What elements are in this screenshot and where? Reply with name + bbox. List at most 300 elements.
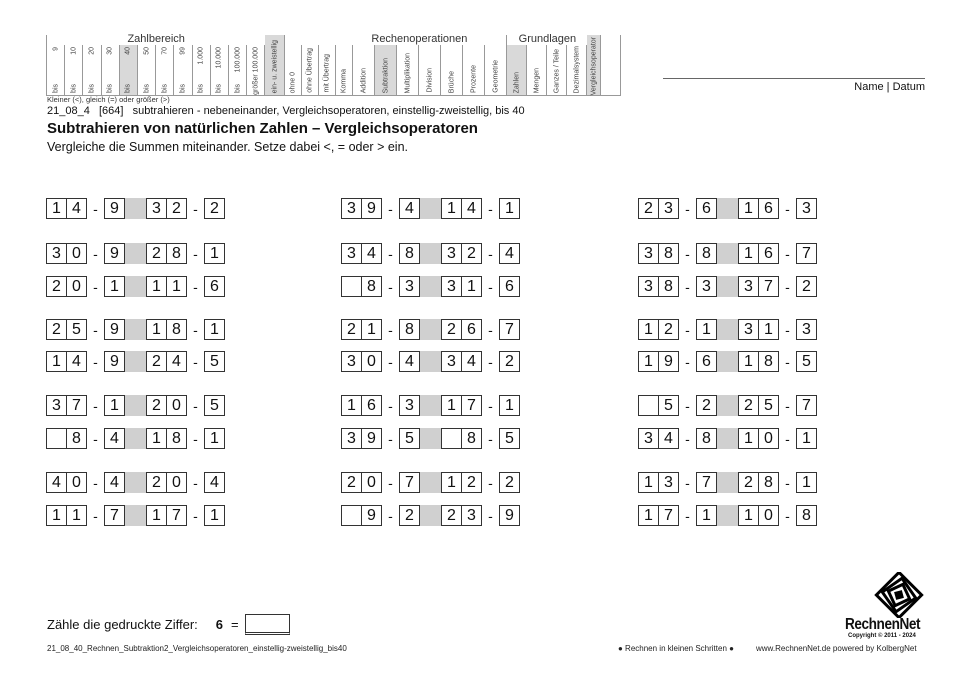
comparison-answer-box[interactable]: [125, 428, 146, 449]
digit-box: 4: [46, 472, 67, 493]
digit-box: 3: [659, 198, 679, 219]
rechen-col: [375, 45, 397, 95]
task-row: [638, 243, 817, 264]
col-label: Multiplikation: [404, 52, 412, 93]
comparison-answer-box[interactable]: [125, 472, 146, 493]
digit-box: 3: [638, 243, 659, 264]
subtrahend-box: 2: [204, 198, 225, 219]
digit-box: 1: [46, 505, 67, 526]
digit-box: 2: [462, 472, 482, 493]
comparison-answer-box[interactable]: [420, 505, 441, 526]
subtrahend-box: 2: [796, 276, 817, 297]
subtrahend-box: 4: [104, 472, 125, 493]
digit-box: 3: [341, 351, 362, 372]
subtrahend-box: 3: [399, 276, 420, 297]
digit-box: 0: [67, 472, 87, 493]
extra-col: [302, 45, 319, 95]
subtrahend-box: 8: [796, 505, 817, 526]
digit-box: 1: [362, 319, 382, 340]
digit-box: 2: [146, 395, 167, 416]
digit-box: 0: [67, 276, 87, 297]
col-value: 10.000: [215, 47, 223, 69]
digit-box: 7: [167, 505, 187, 526]
digit-box: 8: [659, 243, 679, 264]
rechen-col: [353, 45, 375, 95]
col-label: bis: [215, 84, 223, 93]
digit-box: 1: [638, 319, 659, 340]
comparison-answer-box[interactable]: [717, 276, 738, 297]
worksheet-meta: [47, 105, 525, 117]
minus-sign: -: [488, 353, 493, 370]
digit-box: 1: [341, 395, 362, 416]
subtrahend-box: 4: [399, 198, 420, 219]
subtrahend-box: 1: [696, 505, 717, 526]
group-zahlbereich: Zahlbereich: [127, 33, 185, 45]
task-row: [638, 395, 817, 416]
task-row: [638, 276, 817, 297]
col-value: 99: [179, 47, 187, 55]
comparison-answer-box[interactable]: [420, 351, 441, 372]
comparison-answer-box[interactable]: [420, 198, 441, 219]
subtrahend-box: 7: [499, 319, 520, 340]
task-row: [341, 198, 520, 219]
col-label: Komma: [340, 68, 348, 93]
minus-sign: -: [488, 278, 493, 295]
worksheet-id: [664]: [99, 105, 124, 117]
digit-box: 1: [67, 505, 87, 526]
digit-box: 1: [46, 351, 67, 372]
digit-box: 9: [659, 351, 679, 372]
col-label: Prozente: [470, 64, 478, 93]
digit-box: [441, 428, 462, 449]
subtrahend-box: 8: [399, 243, 420, 264]
digit-box: 9: [362, 428, 382, 449]
minus-sign: -: [488, 200, 493, 217]
minus-sign: -: [93, 430, 98, 447]
digit-box: 1: [738, 198, 759, 219]
digit-box: 2: [638, 198, 659, 219]
minus-sign: -: [488, 474, 493, 491]
digit-box: 1: [146, 428, 167, 449]
col-label: Addition: [360, 67, 368, 93]
subtrahend-box: 1: [204, 505, 225, 526]
digit-box: 2: [146, 243, 167, 264]
subtrahend-box: 4: [204, 472, 225, 493]
subtrahend-box: 7: [399, 472, 420, 493]
minus-sign: -: [388, 474, 393, 491]
task-row: [638, 319, 817, 340]
comparison-answer-box[interactable]: [420, 472, 441, 493]
grundlagen-col: [567, 45, 587, 95]
digit-box: 1: [738, 243, 759, 264]
empty-col: [601, 35, 621, 95]
digit-box: 5: [659, 395, 679, 416]
subtrahend-box: 5: [204, 395, 225, 416]
minus-sign: -: [685, 474, 690, 491]
minus-sign: -: [193, 430, 198, 447]
col-value: 100.000: [234, 47, 242, 73]
subtrahend-box: 5: [204, 351, 225, 372]
name-date-line: [663, 78, 925, 79]
minus-sign: -: [193, 353, 198, 370]
minus-sign: -: [785, 278, 790, 295]
col-label: bis: [143, 84, 151, 93]
digit-box: 2: [46, 319, 67, 340]
col-label: ohne Übertrag: [306, 48, 314, 93]
digit-box: 2: [738, 472, 759, 493]
digit-box: 1: [46, 198, 67, 219]
col-label: Dezimalsystem: [573, 45, 581, 93]
rechennet-logo: [842, 572, 932, 642]
subtrahend-box: 1: [499, 395, 520, 416]
digit-box: 4: [462, 351, 482, 372]
task-row: [46, 198, 225, 219]
minus-sign: -: [488, 245, 493, 262]
minus-sign: -: [193, 474, 198, 491]
comparison-answer-box[interactable]: [420, 319, 441, 340]
comparison-answer-box[interactable]: [125, 276, 146, 297]
task-row: [638, 472, 817, 493]
digit-box: 3: [462, 505, 482, 526]
subtrahend-box: 3: [696, 276, 717, 297]
digit-box: 5: [759, 395, 779, 416]
digit-box: 9: [362, 198, 382, 219]
task-row: [46, 351, 225, 372]
task-row: [341, 351, 520, 372]
minus-sign: -: [785, 321, 790, 338]
subtrahend-box: 8: [696, 428, 717, 449]
zahlbereich-col: [120, 45, 138, 95]
task-row: [638, 428, 817, 449]
digit-box: [638, 395, 659, 416]
subtrahend-box: 3: [399, 395, 420, 416]
subtrahend-box: 2: [399, 505, 420, 526]
task-row: [46, 395, 225, 416]
minus-sign: -: [785, 474, 790, 491]
subtrahend-box: 1: [499, 198, 520, 219]
subtrahend-box: 2: [499, 351, 520, 372]
subtrahend-box: 8: [696, 243, 717, 264]
subtrahend-box: 6: [696, 198, 717, 219]
minus-sign: -: [785, 200, 790, 217]
comparison-answer-box[interactable]: [717, 472, 738, 493]
subtrahend-box: 4: [104, 428, 125, 449]
subtrahend-box: 1: [796, 428, 817, 449]
subtrahend-box: 5: [499, 428, 520, 449]
zahlbereich-col: [47, 45, 65, 95]
subtrahend-box: 6: [499, 276, 520, 297]
rechen-col: [419, 45, 441, 95]
subtrahend-box: 9: [104, 319, 125, 340]
comparison-answer-box[interactable]: [125, 351, 146, 372]
col-value: 1.000: [197, 47, 205, 65]
comparison-answer-box[interactable]: [717, 198, 738, 219]
task-row: [341, 243, 520, 264]
digit-box: 3: [638, 276, 659, 297]
digit-box: 3: [738, 319, 759, 340]
count-label: Zähle die gedruckte Ziffer:: [47, 617, 198, 632]
subtrahend-box: 4: [499, 243, 520, 264]
col-label: bis: [197, 84, 205, 93]
col-label: bis: [106, 84, 114, 93]
task-row: [341, 472, 520, 493]
comparison-answer-box[interactable]: [420, 395, 441, 416]
task-row: [341, 319, 520, 340]
digit-box: 8: [462, 428, 482, 449]
minus-sign: -: [388, 200, 393, 217]
task-row: [638, 198, 817, 219]
comparison-answer-box[interactable]: [420, 276, 441, 297]
extra-col: [265, 35, 285, 95]
minus-sign: -: [488, 397, 493, 414]
grundlagen-col: [507, 45, 527, 95]
digit-box: 1: [146, 276, 167, 297]
digit-box: 6: [462, 319, 482, 340]
minus-sign: -: [785, 430, 790, 447]
rechen-col: [463, 45, 485, 95]
digit-box: 4: [462, 198, 482, 219]
col-value: 30: [106, 47, 114, 55]
digit-box: 3: [341, 243, 362, 264]
digit-box: 3: [638, 428, 659, 449]
logo-spiral-icon: [842, 572, 932, 618]
task-row: [46, 243, 225, 264]
subtrahend-box: 7: [104, 505, 125, 526]
footer-website: www.RechnenNet.de powered by KolbergNet: [756, 644, 917, 653]
subtrahend-box: 1: [204, 319, 225, 340]
digit-box: 7: [462, 395, 482, 416]
task-row: [46, 428, 225, 449]
digit-box: 7: [659, 505, 679, 526]
minus-sign: -: [388, 397, 393, 414]
digit-box: 1: [441, 472, 462, 493]
group-grundlagen: Grundlagen: [518, 33, 577, 45]
subtrahend-box: 6: [696, 351, 717, 372]
col-value: 40: [124, 47, 132, 55]
task-row: [46, 276, 225, 297]
count-answer-box[interactable]: [245, 614, 290, 635]
minus-sign: -: [388, 321, 393, 338]
task-row: [341, 395, 520, 416]
digit-box: 2: [341, 472, 362, 493]
subtrahend-box: 1: [104, 395, 125, 416]
digit-box: 1: [638, 505, 659, 526]
subtrahend-box: 3: [796, 319, 817, 340]
zahlbereich-col: [102, 45, 120, 95]
digit-box: 2: [441, 319, 462, 340]
logo-text: RechnenNet: [845, 616, 921, 633]
minus-sign: -: [93, 474, 98, 491]
minus-sign: -: [685, 245, 690, 262]
col-label: bis: [88, 84, 96, 93]
col-value: 50: [143, 47, 151, 55]
col-label: Zahlen: [513, 71, 521, 93]
subtrahend-box: 9: [104, 351, 125, 372]
col-label: Division: [426, 68, 434, 93]
minus-sign: -: [388, 507, 393, 524]
comparison-answer-box[interactable]: [717, 428, 738, 449]
extra-col: [285, 45, 302, 95]
subtrahend-box: 6: [204, 276, 225, 297]
digit-box: 3: [46, 243, 67, 264]
digit-box: 3: [46, 395, 67, 416]
col-label: Mengen: [533, 67, 541, 93]
digit-box: 1: [738, 351, 759, 372]
rechen-col: [441, 45, 463, 95]
subtrahend-box: 2: [499, 472, 520, 493]
col-label: bis: [124, 84, 132, 93]
zahlbereich-col: [211, 45, 229, 95]
task-row: [341, 276, 520, 297]
subtrahend-box: 7: [796, 243, 817, 264]
digit-box: 1: [738, 505, 759, 526]
comparison-answer-box[interactable]: [125, 319, 146, 340]
minus-sign: -: [685, 507, 690, 524]
subtrahend-box: 9: [104, 243, 125, 264]
minus-sign: -: [193, 507, 198, 524]
comparison-answer-box[interactable]: [420, 243, 441, 264]
subtrahend-box: 4: [399, 351, 420, 372]
zahlbereich-col: [65, 45, 83, 95]
minus-sign: -: [93, 321, 98, 338]
grundlagen-col: [547, 45, 567, 95]
col-label: Geometrie: [492, 60, 500, 93]
zahlbereich-col: [156, 45, 174, 95]
digit-box: 1: [738, 428, 759, 449]
digit-box: 4: [362, 243, 382, 264]
category-table: [46, 35, 621, 96]
zahlbereich-col: [174, 45, 192, 95]
subtrahend-box: 1: [104, 276, 125, 297]
subtrahend-box: 7: [696, 472, 717, 493]
minus-sign: -: [685, 321, 690, 338]
minus-sign: -: [388, 245, 393, 262]
digit-box: 0: [167, 395, 187, 416]
digit-box: 1: [167, 276, 187, 297]
digit-box: 6: [759, 243, 779, 264]
comparison-answer-box[interactable]: [125, 243, 146, 264]
digit-box: 3: [146, 198, 167, 219]
task-row: [638, 351, 817, 372]
col-value: 20: [88, 47, 96, 55]
subtrahend-box: 1: [204, 428, 225, 449]
digit-box: 0: [362, 472, 382, 493]
name-date-label: Name | Datum: [854, 81, 925, 93]
comparison-answer-box[interactable]: [420, 428, 441, 449]
comparison-answer-box[interactable]: [717, 243, 738, 264]
col-value: 9: [52, 47, 60, 51]
comparison-answer-box[interactable]: [125, 395, 146, 416]
comparison-answer-box[interactable]: [717, 395, 738, 416]
digit-box: 3: [441, 351, 462, 372]
subtrahend-box: 8: [399, 319, 420, 340]
vergleich-col: [587, 35, 601, 95]
digit-box: 8: [659, 276, 679, 297]
col-value: größer 100.000: [252, 47, 260, 95]
digit-box: 3: [441, 243, 462, 264]
digit-box: 6: [362, 395, 382, 416]
digit-box: 2: [341, 319, 362, 340]
zahlbereich-col: [229, 45, 247, 95]
digit-box: 4: [167, 351, 187, 372]
minus-sign: -: [785, 397, 790, 414]
subtrahend-box: 3: [796, 198, 817, 219]
logo-copyright: Copyright © 2011 - 2024: [848, 633, 916, 639]
digit-box: [46, 428, 67, 449]
footer-slogan: ● Rechnen in kleinen Schritten ●: [618, 644, 734, 653]
digit-box: 2: [167, 198, 187, 219]
digit-box: 2: [659, 319, 679, 340]
comparison-answer-box[interactable]: [717, 319, 738, 340]
digit-box: [341, 276, 362, 297]
digit-box: 1: [146, 505, 167, 526]
subtrahend-box: 9: [499, 505, 520, 526]
col-label: bis: [70, 84, 78, 93]
minus-sign: -: [685, 430, 690, 447]
digit-box: 1: [462, 276, 482, 297]
col-value: Vergleichsoperator: [590, 37, 598, 96]
digit-box: 3: [341, 198, 362, 219]
minus-sign: -: [488, 430, 493, 447]
col-label: bis: [234, 84, 242, 93]
subtrahend-box: 2: [696, 395, 717, 416]
digit-box: 3: [738, 276, 759, 297]
digit-box: 1: [759, 319, 779, 340]
digit-box: 4: [67, 351, 87, 372]
col-value: 70: [161, 47, 169, 55]
minus-sign: -: [93, 245, 98, 262]
grundlagen-col: [527, 45, 547, 95]
minus-sign: -: [785, 245, 790, 262]
minus-sign: -: [685, 397, 690, 414]
minus-sign: -: [93, 397, 98, 414]
digit-box: 8: [167, 319, 187, 340]
minus-sign: -: [193, 321, 198, 338]
comparison-answer-box[interactable]: [717, 505, 738, 526]
digit-box: 2: [441, 505, 462, 526]
comparison-answer-box[interactable]: [125, 505, 146, 526]
digit-box: 8: [167, 243, 187, 264]
col-label: Ganzes / Teile: [553, 48, 561, 93]
digit-box: 2: [462, 243, 482, 264]
comparison-note: Kleiner (<), gleich (=) oder größer (>): [47, 95, 170, 104]
subtrahend-box: 5: [796, 351, 817, 372]
subtrahend-box: 1: [796, 472, 817, 493]
digit-box: 8: [67, 428, 87, 449]
subtrahend-box: 1: [696, 319, 717, 340]
minus-sign: -: [685, 353, 690, 370]
footer-filename: 21_08_40_Rechnen_Subtraktion2_Vergleichsoperatoren_einstellig-zweistellig_bis40: [47, 644, 347, 653]
zahlbereich-col: [247, 45, 265, 95]
comparison-answer-box[interactable]: [125, 198, 146, 219]
digit-box: 1: [638, 351, 659, 372]
digit-box: 1: [146, 319, 167, 340]
col-label: bis: [52, 84, 60, 93]
minus-sign: -: [193, 397, 198, 414]
digit-box: 0: [167, 472, 187, 493]
minus-sign: -: [93, 200, 98, 217]
col-label: Brüche: [448, 70, 456, 93]
digit-box: 9: [362, 505, 382, 526]
subtrahend-box: 5: [399, 428, 420, 449]
minus-sign: -: [685, 278, 690, 295]
task-row: [638, 505, 817, 526]
subtrahend-box: 9: [104, 198, 125, 219]
comparison-answer-box[interactable]: [717, 351, 738, 372]
page-title: Subtrahieren von natürlichen Zahlen – Vergleichsoperatoren: [47, 120, 478, 137]
minus-sign: -: [388, 353, 393, 370]
minus-sign: -: [488, 507, 493, 524]
